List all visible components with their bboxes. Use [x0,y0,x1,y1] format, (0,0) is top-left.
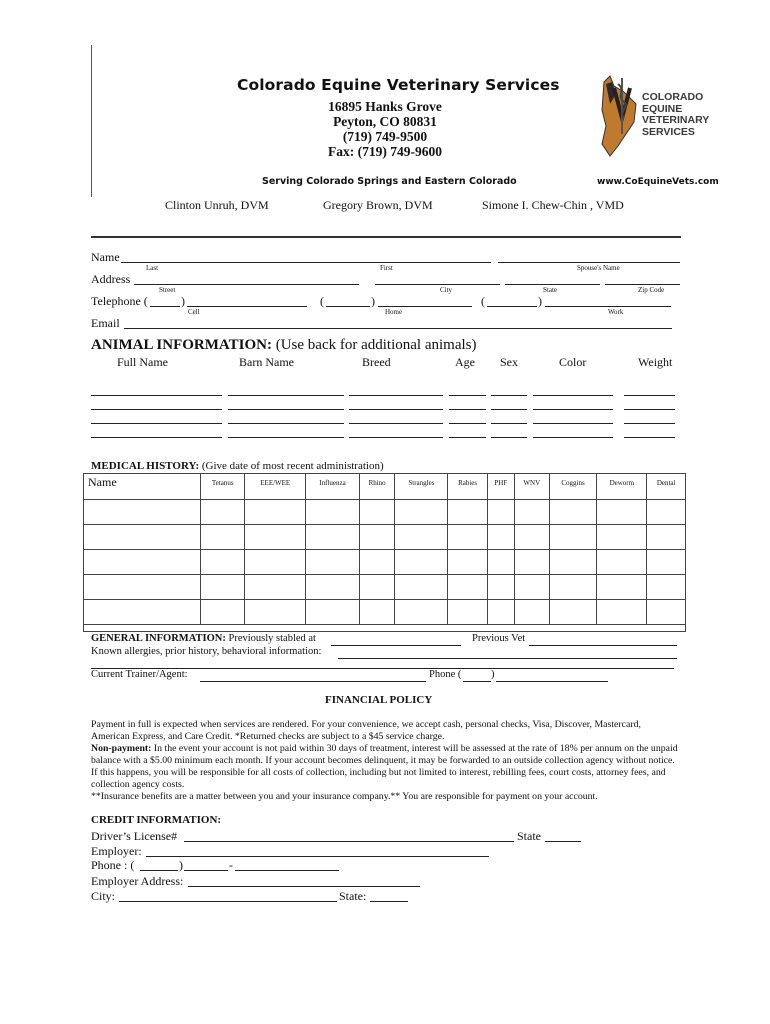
med-col-phf: PHF [487,474,514,500]
animal-weight-field[interactable] [624,423,675,424]
medical-row [84,525,686,550]
cell-phone-field[interactable] [187,306,307,307]
medical-cell[interactable] [245,525,306,550]
paren-close-3: ) [538,294,542,308]
medical-header-row [84,474,686,500]
animal-weight-field[interactable] [624,395,675,396]
medical-cell[interactable] [487,600,514,625]
stabled-at-field[interactable] [331,645,461,646]
name-field[interactable] [121,262,491,263]
email-field[interactable] [124,328,672,329]
medical-cell[interactable] [245,575,306,600]
paren-open-2: ( [320,294,324,308]
allergies-field[interactable] [338,658,677,659]
paren-open-3: ( [481,294,485,308]
street-caption: Street [159,286,176,294]
medical-row [84,600,686,625]
street-field[interactable] [134,284,359,285]
animal-sex-field[interactable] [491,409,527,410]
medical-cell[interactable] [647,600,686,625]
medical-cell[interactable] [201,550,245,575]
phone-line: (719) 749-9500 [342,129,428,144]
license-state-label: State [517,829,541,843]
animal-breed-field[interactable] [349,423,443,424]
medical-cell[interactable] [549,500,597,525]
payment-paragraph: Payment in full is expected when services are rendered. For your convenience, we accept cash, personal checks, Visa, Discover, Mastercard, American Express, and Care Credit. *Returned checks are subject to a $45 service charge. [91,719,641,742]
clinic-name: Colorado Equine Veterinary Services [237,76,560,94]
medical-cell[interactable] [514,600,549,625]
animal-full-name-field[interactable] [91,437,222,438]
spouse-caption: Spouse's Name [577,264,620,272]
trainer-phone-field[interactable] [496,681,608,682]
trainer-label: Current Trainer/Agent: [91,669,188,680]
service-area: Serving Colorado Springs and Eastern Colorado [262,176,517,187]
medical-cell[interactable] [514,575,549,600]
work-phone-field[interactable] [545,306,671,307]
medical-cell[interactable] [359,575,395,600]
medical-cell[interactable] [597,500,647,525]
address-line-2: Peyton, CO 80831 [333,114,437,129]
medical-row [84,575,686,600]
animal-color-field[interactable] [533,437,613,438]
credit-paren-close: ) [179,858,183,872]
medical-cell[interactable] [201,500,245,525]
medical-cell[interactable] [306,550,360,575]
medical-cell[interactable] [514,525,549,550]
work-area-code-field[interactable] [487,306,537,307]
header-divider [91,236,681,238]
previous-vet-field[interactable] [529,645,677,646]
medical-cell[interactable] [647,500,686,525]
medical-cell[interactable] [84,575,201,600]
medical-cell[interactable] [448,575,487,600]
non-payment-paragraph: Non-payment: In the event your account is not paid within 30 days of treatment, interest will be assessed at the rate of 18% per annum on the unpaid balance with a $5.00 minimum each month. If your account becomes delinquent, it may be forwarded to an outside collection agency without notice. If this happens, you will be responsible for all costs of collection, including but not limited to interest, rebilling fees, court costs, attorney fees, and collection agency costs. [91,743,678,790]
col-color: Color [559,355,587,369]
medical-cell[interactable] [84,600,201,625]
home-caption: Home [385,308,403,316]
animal-color-field[interactable] [533,423,613,424]
first-caption: First [380,264,393,272]
med-col-dental: Dental [647,474,686,500]
financial-policy-text [91,719,681,803]
medical-cell[interactable] [549,525,597,550]
website: www.CoEquineVets.com [597,177,719,187]
col-barn-name: Barn Name [239,355,294,369]
financial-policy-heading: FINANCIAL POLICY [325,694,433,706]
credit-info-heading: CREDIT INFORMATION: [91,814,222,826]
medical-cell[interactable] [395,600,448,625]
medical-cell[interactable] [395,550,448,575]
address-label: Address [91,272,131,286]
name-label: Name [91,250,120,264]
credit-phone-prefix-field[interactable] [184,870,228,871]
animal-barn-name-field[interactable] [228,437,344,438]
medical-cell[interactable] [448,500,487,525]
medical-cell[interactable] [597,550,647,575]
state-field[interactable] [505,284,600,285]
medical-cell[interactable] [597,525,647,550]
medical-cell[interactable] [487,500,514,525]
animal-sex-field[interactable] [491,395,527,396]
med-col-name: Name [84,474,201,500]
med-col-wnv: WNV [514,474,549,500]
col-sex: Sex [500,355,518,369]
med-col-influenza: Influenza [306,474,360,500]
credit-city-field[interactable] [119,901,337,902]
paren-close-1: ) [181,294,185,308]
credit-phone-field[interactable] [235,870,339,871]
work-caption: Work [608,308,624,316]
med-col-deworm: Deworm [597,474,647,500]
doctor-2: Gregory Brown, DVM [323,198,433,212]
trainer-paren-close: ) [491,669,495,680]
medical-cell[interactable] [448,550,487,575]
medical-cell[interactable] [359,525,395,550]
animal-breed-field[interactable] [349,409,443,410]
employer-address-label: Employer Address: [91,874,184,888]
animal-full-name-field[interactable] [91,423,222,424]
medical-cell[interactable] [306,600,360,625]
medical-cell[interactable] [84,550,201,575]
animal-barn-name-field[interactable] [228,395,344,396]
col-weight: Weight [638,355,673,369]
medical-cell[interactable] [84,500,201,525]
medical-cell[interactable] [359,600,395,625]
drivers-license-field[interactable] [184,841,514,842]
medical-cell[interactable] [549,600,597,625]
animal-breed-field[interactable] [349,395,443,396]
city-label: City: [91,889,116,903]
animal-barn-name-field[interactable] [228,423,344,424]
medical-row [84,550,686,575]
trainer-phone-label: Phone ( [429,669,462,680]
zip-field[interactable] [605,284,680,285]
medical-cell[interactable] [514,500,549,525]
medical-cell[interactable] [448,525,487,550]
animal-weight-field[interactable] [624,437,675,438]
medical-cell[interactable] [359,500,395,525]
address-line-1: 16895 Hanks Grove [328,99,442,114]
previous-vet-label: Previous Vet [472,633,526,644]
medical-cell[interactable] [597,575,647,600]
animal-age-field[interactable] [449,395,486,396]
medical-table-footer [84,625,686,632]
logo-wordmark: COLORADO EQUINE VETERINARY SERVICES [642,91,710,138]
employer-label: Employer: [91,844,142,858]
animal-weight-field[interactable] [624,409,675,410]
employer-field[interactable] [146,856,489,857]
allergies-label: Known allergies, prior history, behavioral information: [91,646,322,657]
med-col-rabies: Rabies [448,474,487,500]
credit-state-label: State: [339,889,367,903]
animal-color-field[interactable] [533,395,613,396]
employer-address-field[interactable] [188,886,420,887]
state-caption: State [543,286,557,294]
medical-cell[interactable] [647,550,686,575]
col-breed: Breed [362,355,391,369]
cell-caption: Cell [188,308,200,316]
animal-sex-field[interactable] [491,437,527,438]
email-label: Email [91,316,120,330]
insurance-paragraph: **Insurance benefits are a matter between you and your insurance company.** You are responsible for payment on your account. [91,791,598,802]
general-info-line: GENERAL INFORMATION: Previously stabled at [91,633,316,644]
medical-row [84,500,686,525]
medical-cell[interactable] [487,575,514,600]
medical-history-heading: MEDICAL HISTORY: (Give date of most recent administration) [91,460,384,472]
medical-cell[interactable] [487,525,514,550]
left-margin-rule [91,45,92,197]
med-col-rhino: Rhino [359,474,395,500]
credit-phone-dash: - [229,858,233,872]
med-col-tetanus: Tetanus [201,474,245,500]
credit-state-field[interactable] [370,901,408,902]
animal-age-field[interactable] [449,409,486,410]
medical-cell[interactable] [306,500,360,525]
med-col-coggins: Coggins [549,474,597,500]
credit-area-code-field[interactable] [140,870,178,871]
col-age: Age [455,355,475,369]
medical-cell[interactable] [487,550,514,575]
col-full-name: Full Name [117,355,168,369]
home-phone-field[interactable] [378,306,472,307]
animal-breed-field[interactable] [349,437,443,438]
credit-phone-label: Phone : ( [91,858,135,872]
med-col-eee-wee: EEE/WEE [245,474,306,500]
paren-close-2: ) [371,294,375,308]
animal-barn-name-field[interactable] [228,409,344,410]
cell-area-code-field[interactable] [150,306,180,307]
telephone-label: Telephone ( [91,294,148,308]
trainer-field[interactable] [200,681,426,682]
doctor-3: Simone I. Chew-Chin , VMD [482,198,624,212]
animal-sex-field[interactable] [491,423,527,424]
medical-cell[interactable] [647,525,686,550]
drivers-license-label: Driver’s License# [91,829,178,843]
home-area-code-field[interactable] [326,306,370,307]
city-field[interactable] [375,284,500,285]
zip-caption: Zip Code [638,286,665,294]
medical-cell[interactable] [448,600,487,625]
last-caption: Last [146,264,159,272]
medical-cell[interactable] [359,550,395,575]
medical-cell[interactable] [395,575,448,600]
medical-cell[interactable] [306,525,360,550]
medical-cell[interactable] [549,550,597,575]
medical-cell[interactable] [306,575,360,600]
medical-cell[interactable] [647,575,686,600]
medical-cell[interactable] [201,600,245,625]
medical-cell[interactable] [84,525,201,550]
city-caption: City [440,286,453,294]
medical-cell[interactable] [395,500,448,525]
medical-cell[interactable] [201,525,245,550]
fax-line: Fax: (719) 749-9600 [328,144,442,159]
animal-info-heading: ANIMAL INFORMATION: (Use back for additional animals) [91,337,477,353]
animal-full-name-field[interactable] [91,395,222,396]
animal-age-field[interactable] [449,437,486,438]
medical-cell[interactable] [395,525,448,550]
medical-cell[interactable] [245,550,306,575]
animal-color-field[interactable] [533,409,613,410]
medical-cell[interactable] [549,575,597,600]
animal-age-field[interactable] [449,423,486,424]
medical-cell[interactable] [245,500,306,525]
medical-history-table [83,473,686,632]
medical-cell[interactable] [597,600,647,625]
med-col-strangles: Strangles [395,474,448,500]
medical-cell[interactable] [245,600,306,625]
spouse-name-field[interactable] [498,262,680,263]
medical-cell[interactable] [514,550,549,575]
license-state-field[interactable] [545,841,581,842]
doctor-1: Clinton Unruh, DVM [165,198,269,212]
trainer-area-code-field[interactable] [463,681,491,682]
medical-cell[interactable] [201,575,245,600]
animal-full-name-field[interactable] [91,409,222,410]
